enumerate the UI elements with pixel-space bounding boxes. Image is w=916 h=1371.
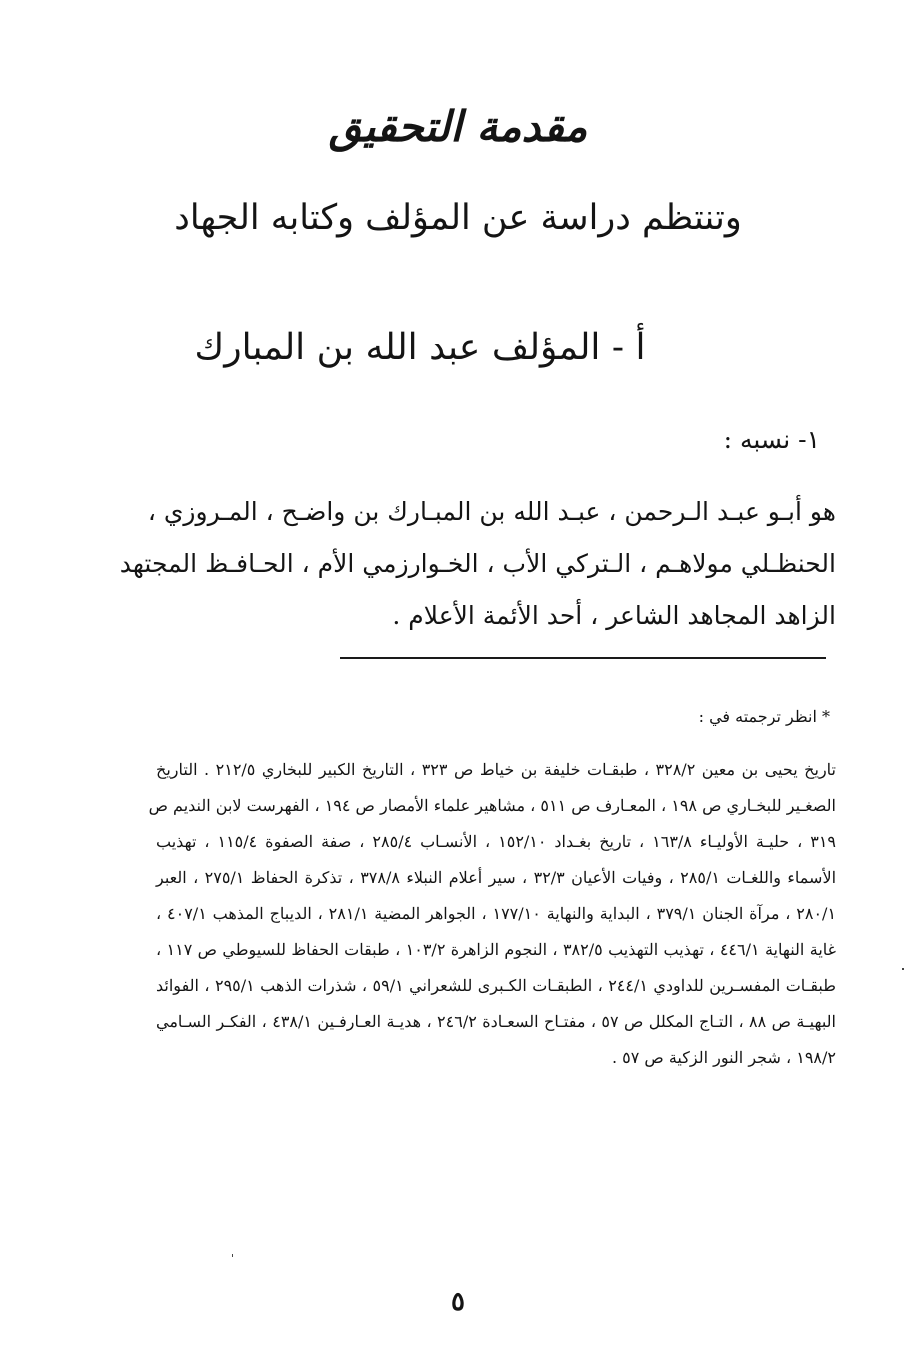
footnote-line: ١٩٨/٢ ، شجر النور الزكية ص ٥٧ . [611, 1048, 836, 1067]
page-number: ٥ [451, 1287, 465, 1317]
section-heading: أ - المؤلف عبد الله بن المبارك [194, 327, 646, 368]
footnote-line: البهيـة ص ٨٨ ، التـاج المكلل ص ٥٧ ، مفتـاح السعـادة ٢٤٦/٢ ، هديـة العـارفـين ٤٣٨/١ ، الفكـر السـامي [156, 1012, 837, 1031]
page-subtitle: وتنتظم دراسة عن المؤلف وكتابه الجهاد [174, 198, 742, 238]
footnote-line: الصغـير للبخـاري ص ١٩٨ ، المعـارف ص ٥١١ ، مشاهير علماء الأمصار ص ١٩٤ ، الفهرست لابن النديم ص [148, 796, 836, 815]
footnote-references [148, 752, 837, 1076]
footnote-intro: * انظر ترجمته في : [698, 707, 830, 726]
biography-line: الزاهد المجاهد الشاعر ، أحد الأئمة الأعلام . [392, 601, 836, 630]
footnote-line: طبقـات المفسـرين للداودي ٢٤٤/١ ، الطبقـات الكـبرى للشعراني ٥٩/١ ، شذرات الذهب ٢٩٥/١ ، الفوائد [156, 976, 836, 995]
footnote-line: تاريخ يحيى بن معين ٣٢٨/٢ ، طبقـات خليفة بن خياط ص ٣٢٣ ، التاريخ الكبير للبخاري ٢١٢/٥ . التاريخ [156, 760, 837, 779]
page-title: مقدمة التحقيق [328, 102, 588, 151]
biography-paragraph [119, 486, 836, 642]
footnote-line: ٣١٩ ، حليـة الأوليـاء ١٦٣/٨ ، تاريخ بغـداد ١٥٢/١٠ ، الأنسـاب ٢٨٥/٤ ، صفة الصفوة ١١٥/٤ ، تهذيب [156, 832, 837, 851]
biography-line: هو أبـو عبـد الـرحمن ، عبـد الله بن المبـارك بن واضـح ، المـروزي ، [147, 497, 836, 526]
footnote-line: ٢٨٠/١ ، مرآة الجنان ٣٧٩/١ ، البداية والنهاية ١٧٧/١٠ ، الجواهر المضية ٢٨١/١ ، الديباج المذهب ٤٠٧/١ ، [156, 904, 837, 923]
footnote-line: الأسماء واللغـات ٢٨٥/١ ، وفيات الأعيان ٣٢/٣ ، سير أعلام النبلاء ٣٧٨/٨ ، تذكرة الحفاظ ٢٧٥/١ ، العبر [156, 868, 837, 887]
scan-speck [232, 1254, 233, 1257]
footnote-divider [340, 657, 826, 659]
biography-line: الحنظـلي مولاهـم ، الـتركي الأب ، الخـوارزمي الأم ، الحـافـظ المجتهد [119, 549, 836, 578]
subsection-heading: ١- نسبه : [723, 425, 820, 454]
footnote-line: غاية النهاية ٤٤٦/١ ، تهذيب التهذيب ٣٨٢/٥ ، النجوم الزاهرة ١٠٣/٢ ، طبقات الحفاظ للسيوطي ص ١١٧ ، [156, 940, 837, 959]
scan-speck [902, 968, 904, 970]
